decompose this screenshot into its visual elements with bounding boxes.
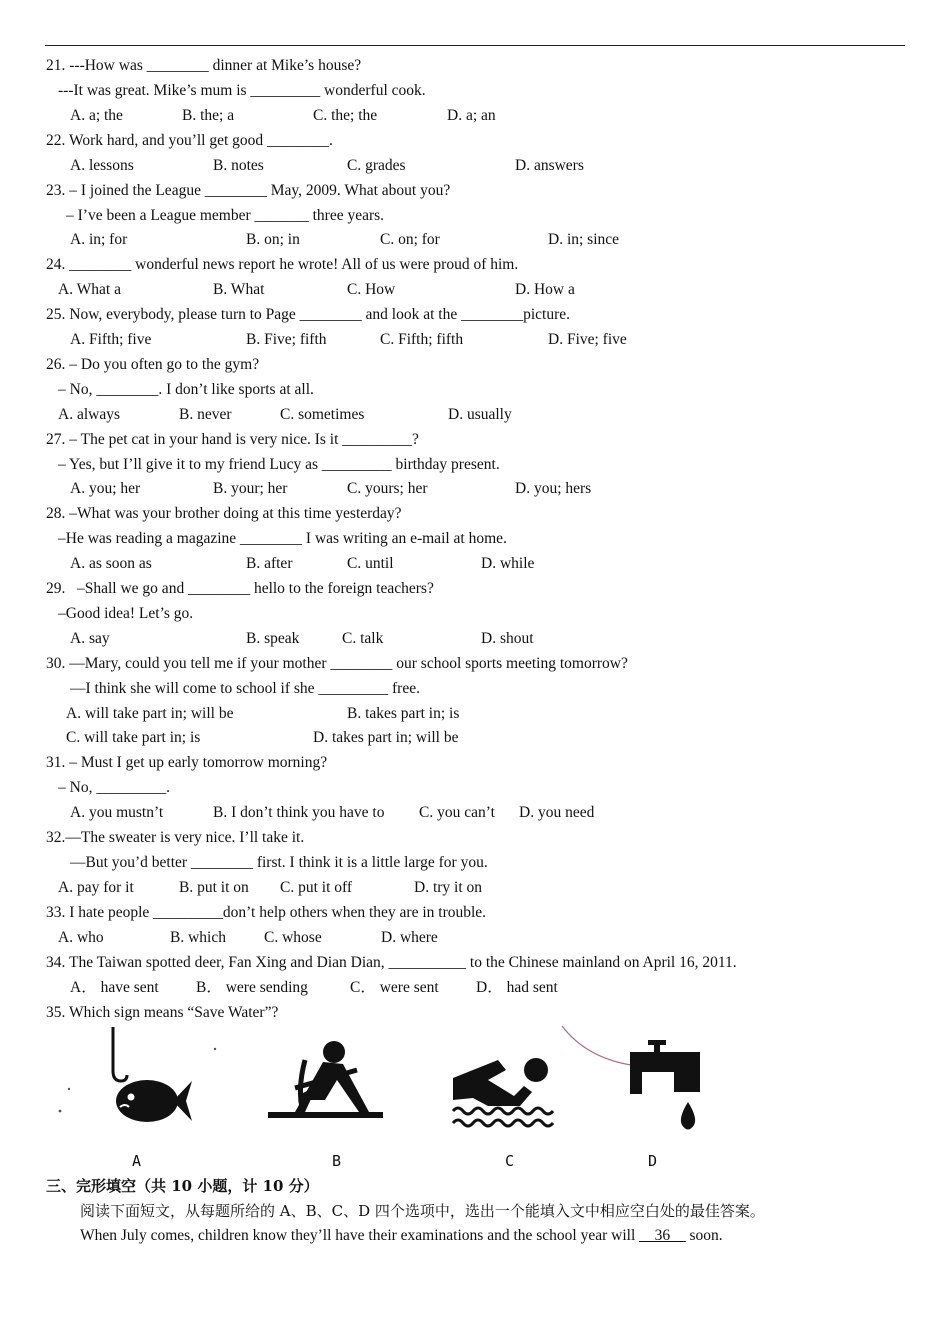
sign-label-c: C [505, 1152, 515, 1170]
q29-option-b[interactable]: B. speak [246, 630, 300, 647]
q33-option-b[interactable]: B. which [170, 929, 226, 946]
q26-option-b[interactable]: B. never [179, 406, 232, 423]
top-rule [45, 45, 905, 46]
q27-stem: 27. – The pet cat in your hand is very nice. Is it _________? [46, 431, 419, 448]
q28-option-c[interactable]: C. until [347, 555, 394, 572]
q25-option-a[interactable]: A. Fifth; five [70, 331, 152, 348]
q28-response: –He was reading a magazine ________ I was writing an e-mail at home. [58, 530, 507, 547]
sign-label-a: A [132, 1152, 142, 1170]
q33-stem: 33. I hate people _________don’t help others when they are in trouble. [46, 904, 487, 921]
q24-option-d[interactable]: D. How a [515, 281, 575, 298]
q21-response: ---It was great. Mike’s mum is _________ wonderful cook. [58, 82, 426, 99]
q34-stem: 34. The Taiwan spotted deer, Fan Xing and Dian Dian, __________ to the Chinese mainland on April 16, 2011. [46, 954, 737, 971]
q24-option-a[interactable]: A. What a [58, 281, 121, 298]
q26-option-a[interactable]: A. always [58, 406, 120, 423]
q32-stem: 32.—The sweater is very nice. I’ll take it. [46, 829, 305, 846]
blank-36[interactable]: __36__ [639, 1227, 686, 1244]
q21-option-c[interactable]: C. the; the [313, 107, 378, 124]
q22-option-c[interactable]: C. grades [347, 157, 406, 174]
q32-option-d[interactable]: D. try it on [414, 879, 483, 896]
q24-option-b[interactable]: B. What [213, 281, 265, 298]
rowing-sign-icon[interactable] [265, 1030, 400, 1130]
q26-response: – No, ________. I don’t like sports at all. [58, 381, 314, 398]
q30-response: —I think she will come to school if she _________ free. [70, 680, 420, 697]
q27-option-b[interactable]: B. your; her [213, 480, 288, 497]
q28-option-b[interactable]: B. after [246, 555, 293, 572]
q23-response: – I’ve been a League member _______ three years. [66, 207, 385, 224]
q35-stem: 35. Which sign means “Save Water”? [46, 1004, 279, 1021]
q31-response: – No, _________. [58, 779, 170, 796]
q33-option-d[interactable]: D. where [381, 929, 438, 946]
q29-stem: 29. –Shall we go and ________ hello to the foreign teachers? [46, 580, 434, 597]
section-heading: 三、完形填空（共 10 小题，计 10 分） [46, 1177, 319, 1195]
q32-response: —But you’d better ________ first. I think it is a little large for you. [70, 854, 488, 871]
q31-option-a[interactable]: A. you mustn’t [70, 804, 164, 821]
q21-option-d[interactable]: D. a; an [447, 107, 496, 124]
q27-option-a[interactable]: A. you; her [70, 480, 141, 497]
q22-option-b[interactable]: B. notes [213, 157, 264, 174]
q34-option-a[interactable]: A． have sent [70, 979, 159, 996]
q23-option-d[interactable]: D. in; since [548, 231, 620, 248]
q25-option-d[interactable]: D. Five; five [548, 331, 627, 348]
q24-option-c[interactable]: C. How [347, 281, 396, 298]
q29-option-d[interactable]: D. shout [481, 630, 534, 647]
q34-option-d[interactable]: D． had sent [476, 979, 558, 996]
q34-option-b[interactable]: B． were sending [196, 979, 308, 996]
q33-option-a[interactable]: A. who [58, 929, 104, 946]
q27-option-c[interactable]: C. yours; her [347, 480, 428, 497]
q30-option-a[interactable]: A. will take part in; will be [66, 705, 234, 722]
q32-option-c[interactable]: C. put it off [280, 879, 353, 896]
q33-option-c[interactable]: C. whose [264, 929, 322, 946]
q31-stem: 31. – Must I get up early tomorrow morning? [46, 754, 328, 771]
q34-option-c[interactable]: C． were sent [350, 979, 439, 996]
q27-response: – Yes, but I’ll give it to my friend Lucy as _________ birthday present. [58, 456, 500, 473]
q26-option-d[interactable]: D. usually [448, 406, 512, 423]
q24-stem: 24. ________ wonderful news report he wrote! All of us were proud of him. [46, 256, 519, 273]
q25-option-c[interactable]: C. Fifth; fifth [380, 331, 464, 348]
q30-option-d[interactable]: D. takes part in; will be [313, 729, 459, 746]
q26-option-c[interactable]: C. sometimes [280, 406, 365, 423]
fishing-sign-icon[interactable] [55, 1025, 230, 1135]
q26-stem: 26. – Do you often go to the gym? [46, 356, 260, 373]
q29-option-c[interactable]: C. talk [342, 630, 384, 647]
q28-option-a[interactable]: A. as soon as [70, 555, 152, 572]
swimming-sign-icon[interactable] [448, 1048, 563, 1133]
q21-stem: 21. ---How was ________ dinner at Mike’s house? [46, 57, 362, 74]
q21-option-b[interactable]: B. the; a [182, 107, 235, 124]
q23-stem: 23. – I joined the League ________ May, 2009. What about you? [46, 182, 451, 199]
q22-option-d[interactable]: D. answers [515, 157, 584, 174]
q23-option-c[interactable]: C. on; for [380, 231, 440, 248]
sign-label-b: B [332, 1152, 342, 1170]
passage-text-end: soon. [685, 1227, 723, 1244]
q31-option-c[interactable]: C. you can’t [419, 804, 495, 821]
q31-option-d[interactable]: D. you need [519, 804, 595, 821]
q22-option-a[interactable]: A. lessons [70, 157, 134, 174]
q28-stem: 28. –What was your brother doing at this time yesterday? [46, 505, 402, 522]
q23-option-a[interactable]: A. in; for [70, 231, 128, 248]
sign-label-d: D [648, 1152, 658, 1170]
q30-option-b[interactable]: B. takes part in; is [347, 705, 460, 722]
q21-option-a[interactable]: A. a; the [70, 107, 123, 124]
q23-option-b[interactable]: B. on; in [246, 231, 300, 248]
q28-option-d[interactable]: D. while [481, 555, 535, 572]
passage-text-start: When July comes, children know they’ll have their examinations and the school year will [80, 1227, 640, 1244]
q25-option-b[interactable]: B. Five; fifth [246, 331, 327, 348]
passage-first-line [80, 1227, 723, 1245]
dripping-tap-sign-icon[interactable] [558, 1022, 718, 1137]
q31-option-b[interactable]: B. I don’t think you have to [213, 804, 385, 821]
section-instruction: 阅读下面短文，从每题所给的 A、B、C、D 四个选项中，选出一个能填入文中相应空白处的最佳答案。 [80, 1202, 765, 1220]
q30-option-c[interactable]: C. will take part in; is [66, 729, 201, 746]
q22-stem: 22. Work hard, and you’ll get good ________. [46, 132, 333, 149]
q25-stem: 25. Now, everybody, please turn to Page ________ and look at the ________picture. [46, 306, 571, 323]
q29-response: –Good idea! Let’s go. [58, 605, 194, 622]
q27-option-d[interactable]: D. you; hers [515, 480, 592, 497]
q32-option-a[interactable]: A. pay for it [58, 879, 134, 896]
q30-stem: 30. —Mary, could you tell me if your mother ________ our school sports meeting tomorrow? [46, 655, 628, 672]
q29-option-a[interactable]: A. say [70, 630, 110, 647]
q32-option-b[interactable]: B. put it on [179, 879, 249, 896]
